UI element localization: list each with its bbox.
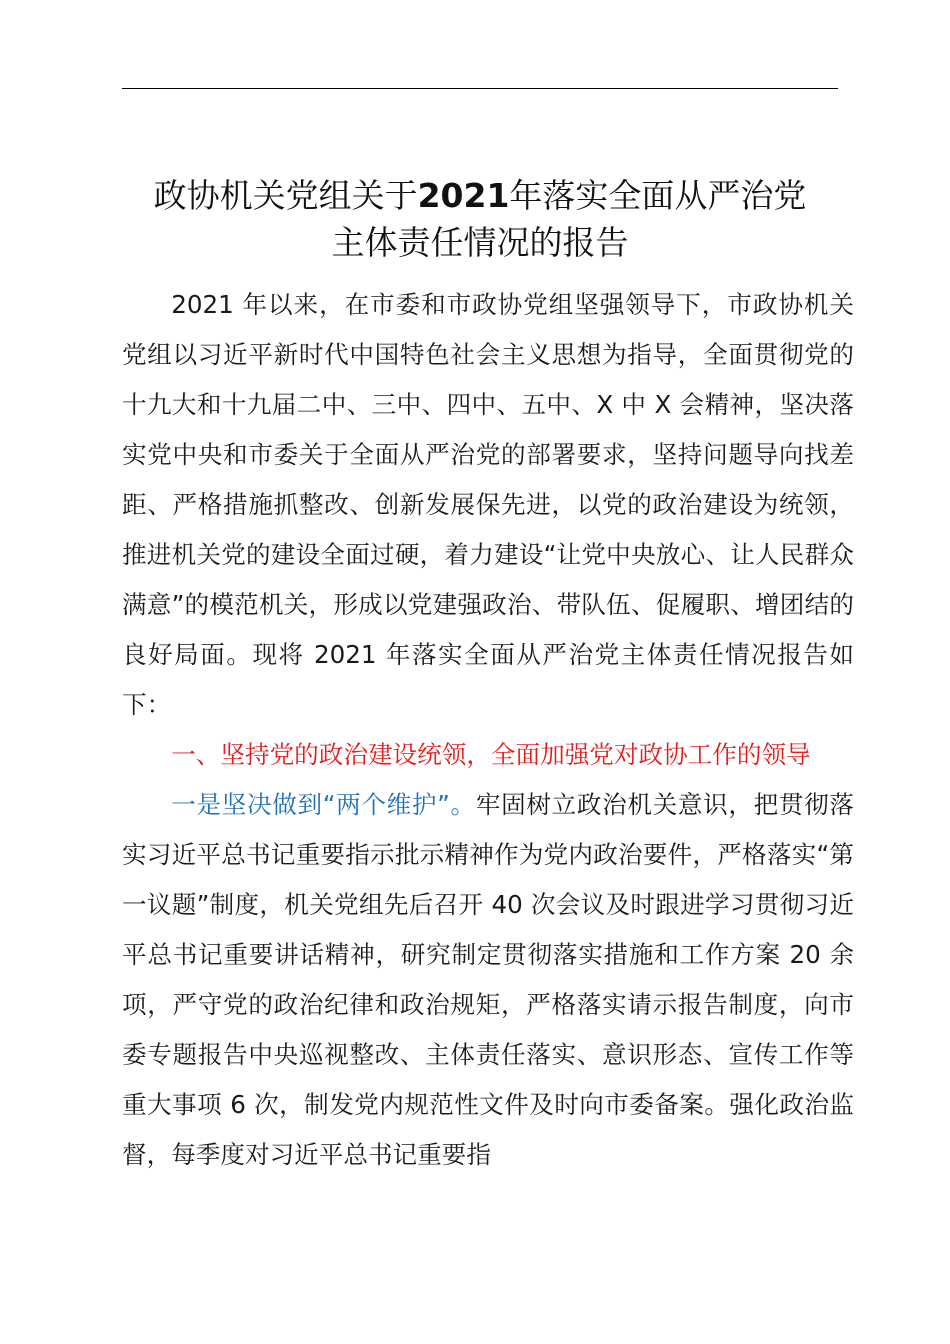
title-line2: 主体责任情况的报告 <box>331 223 629 263</box>
title-line1-part2: 年落实全面从严治党 <box>509 176 807 216</box>
title-year: 2021 <box>417 176 510 216</box>
intro-paragraph: 2021 年以来，在市委和市政协党组坚强领导下，市政协机关党组以习近平新时代中国特色社会主义思想为指导，全面贯彻党的十九大和十九届二中、三中、四中、五中、X 中 X 会精神，坚决落实党中央和市委关于全面从严治党的部署要求，坚持问题导向找差距、严格措施抓整改、创新发展保先进，以党的政治建设为统领，推进机关党的建设全面过硬，着力建设“让党中央放心、让人民群众满意”的模范机关，形成以党建强政治、带队伍、促履职、增团结的良好局面。现将 2021 年落实全面从严治党主体责任情况报告如下： <box>122 290 854 719</box>
document-body <box>122 280 854 1180</box>
header-rule <box>122 88 838 89</box>
section-1-heading: 一、坚持党的政治建设统领，全面加强党对政协工作的领导 <box>171 740 811 769</box>
title-line1-part1: 政协机关党组关于 <box>153 176 418 216</box>
section-1-paragraph <box>122 780 854 1180</box>
section-1-lead: 一是坚决做到“两个维护”。 <box>171 790 476 819</box>
section-1-text: 牢固树立政治机关意识，把贯彻落实习近平总书记重要指示批示精神作为党内政治要件，严格落实“第一议题”制度，机关党组先后召开 40 次会议及时跟进学习贯彻习近平总书记重要讲话精神，研究制定贯彻落实措施和工作方案 20 余项，严守党的政治纪律和政治规矩，严格落实请示报告制度，向市委专题报告中央巡视整改、主体责任落实、意识形态、宣传工作等重大事项 6 次，制发党内规范性文件及时向市委备案。强化政治监督，每季度对习近平总书记重要指 <box>122 790 854 1169</box>
document-title <box>100 172 860 266</box>
